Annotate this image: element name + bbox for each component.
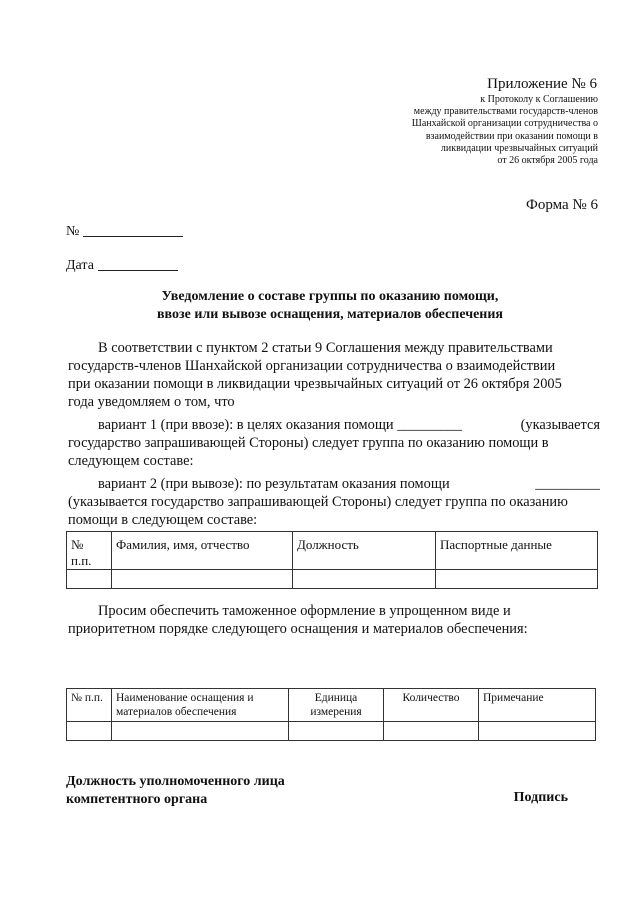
- variant1-line: государство запрашивающей Стороны) следует группа по оказанию помощи в: [68, 435, 549, 451]
- group-table: [66, 531, 598, 589]
- date-label: Дата: [66, 258, 94, 273]
- col-header-passport: Паспортные данные: [436, 532, 598, 570]
- variant2-line: помощи в следующем составе:: [68, 512, 258, 528]
- col-header-item: Наименование оснащения и материалов обеспечения: [112, 689, 289, 722]
- appendix-title: Приложение № 6: [487, 76, 597, 92]
- col-header-number: № п.п.: [67, 532, 112, 570]
- table-cell: [67, 570, 112, 589]
- table-cell: [479, 722, 596, 741]
- intro-line: года уведомляем о том, что: [68, 394, 235, 410]
- request-text: Просим обеспечить таможенное оформление в упрощенном виде и: [98, 603, 511, 619]
- request-line: [98, 603, 600, 620]
- col-header-number: № п.п.: [67, 689, 112, 722]
- col-header-note: Примечание: [479, 689, 596, 722]
- intro-line: государств-членов Шанхайской организации сотрудничества о взаимодействии: [68, 358, 556, 374]
- table-cell: [436, 570, 598, 589]
- variant1-line: следующем составе:: [68, 453, 194, 469]
- signature-label: Подпись: [513, 790, 568, 805]
- document-heading: [60, 288, 600, 324]
- date-field: [66, 258, 178, 274]
- number-field: [66, 224, 183, 240]
- variant2-line: [98, 476, 600, 493]
- col-header-position: Должность: [293, 532, 436, 570]
- date-line: [98, 269, 178, 271]
- table-cell: [112, 722, 289, 741]
- appendix-line: от 26 октября 2005 года: [497, 155, 598, 167]
- variant2-line: (указывается государство запрашивающей Стороны) следует группа по оказанию: [68, 494, 568, 510]
- appendix-line: ликвидации чрезвычайных ситуаций: [440, 142, 598, 154]
- table-header-row: [67, 532, 598, 570]
- col-header-name: Фамилия, имя, отчество: [112, 532, 293, 570]
- signatory-position: Должность уполномоченного лица: [66, 774, 285, 789]
- variant1-text: (указывается: [520, 417, 600, 433]
- table-cell: [293, 570, 436, 589]
- intro-line: при оказании помощи в ликвидации чрезвычайных ситуаций от 26 октября 2005: [68, 376, 562, 392]
- heading-line: Уведомление о составе группы по оказанию помощи,: [161, 289, 499, 304]
- table-row: [67, 722, 596, 741]
- form-number: Форма № 6: [526, 197, 598, 213]
- variant1-text: вариант 1 (при ввозе): в целях оказания помощи _________: [98, 417, 462, 433]
- col-header-quantity: Количество: [384, 689, 479, 722]
- table-cell: [289, 722, 384, 741]
- request-line: приоритетном порядке следующего оснащения и материалов обеспечения:: [68, 621, 528, 637]
- appendix-subtitle: [412, 94, 598, 167]
- col-header-unit: Единица измерения: [289, 689, 384, 722]
- table-cell: [67, 722, 112, 741]
- appendix-line: Шанхайской организации сотрудничества о: [411, 118, 598, 130]
- signatory-organ: компетентного органа: [66, 792, 208, 807]
- table-header-row: [67, 689, 596, 722]
- variant1-line: [98, 417, 600, 434]
- number-label: №: [66, 224, 80, 239]
- heading-line: ввозе или вывозе оснащения, материалов обеспечения: [156, 307, 504, 322]
- appendix-line: между правительствами государств-членов: [413, 106, 598, 118]
- intro-line: В соответствии с пунктом 2 статьи 9 Соглашения между правительствами: [98, 340, 553, 356]
- table-row: [67, 570, 598, 589]
- appendix-line: взаимодействии при оказании помощи в: [425, 130, 598, 142]
- variant2-text: _________: [535, 476, 600, 492]
- table-cell: [112, 570, 293, 589]
- table-cell: [384, 722, 479, 741]
- number-line: [83, 235, 183, 237]
- variant2-text: вариант 2 (при вывозе): по результатам оказания помощи: [98, 476, 450, 492]
- appendix-line: к Протоколу к Соглашению: [480, 94, 598, 105]
- equipment-table: [66, 688, 596, 741]
